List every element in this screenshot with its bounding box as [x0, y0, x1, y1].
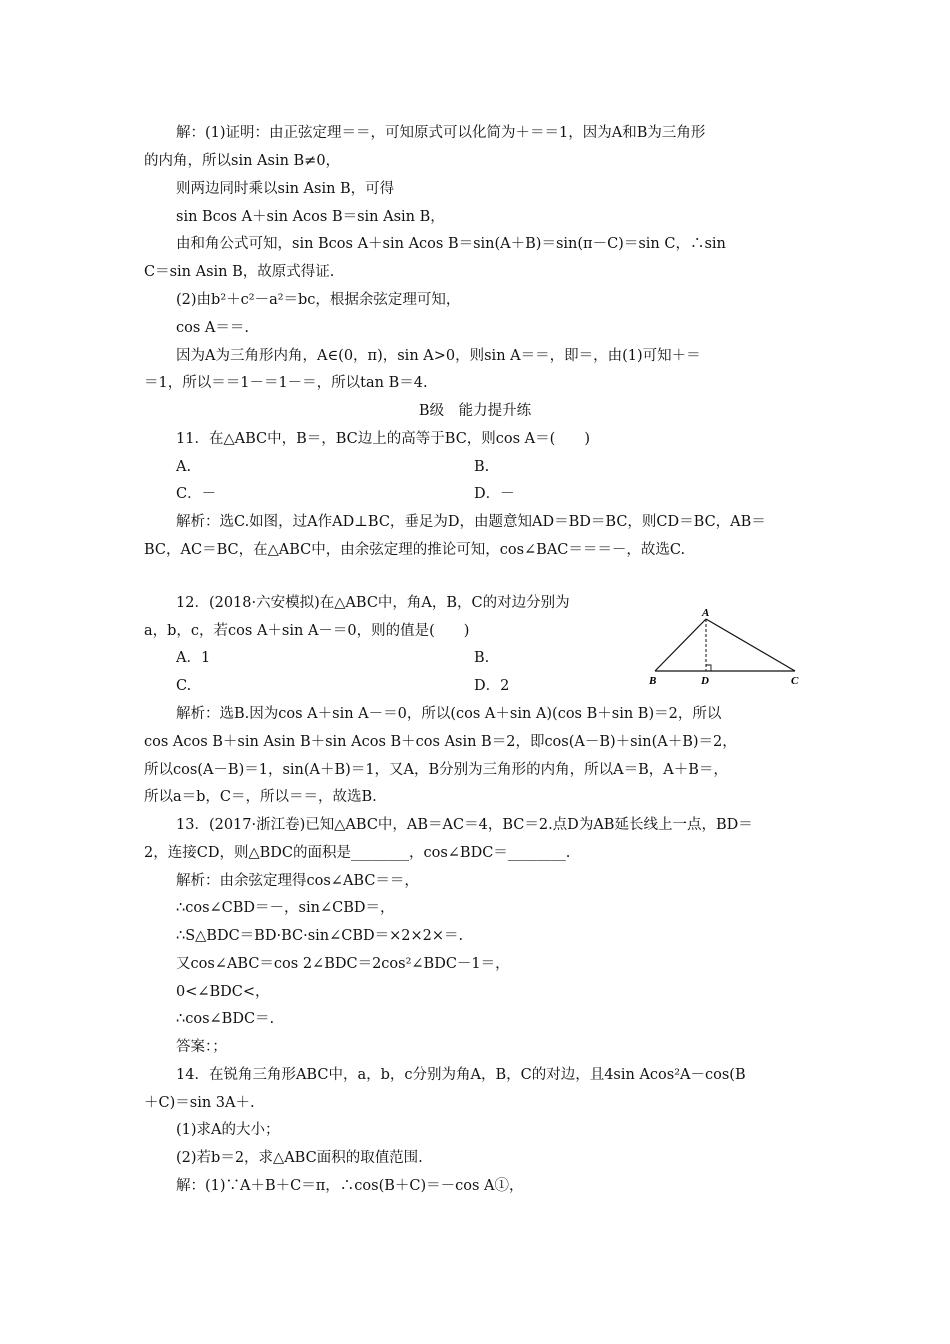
text-line: a，b，c，若cos A＋sin A－＝0，则的值是( ) [144, 623, 470, 639]
side-ac [706, 619, 795, 671]
section-heading: B级 能力提升练 [418, 403, 532, 419]
text-line: 2，连接CD，则△BDC的面积是________，cos∠BDC＝________. [144, 845, 571, 861]
text-line: 解析：由余弦定理得cos∠ABC＝＝， [176, 873, 419, 889]
text-line: cos Acos B＋sin Asin B＋sin Acos B＋cos Asin B＝2，即cos(A－B)＋sin(A＋B)＝2， [144, 734, 737, 750]
text-line: ＝1，所以＝＝1－＝1－＝，所以tan B＝4. [144, 375, 428, 391]
vertex-label-d: D [701, 675, 709, 687]
text-line: 所以cos(A－B)＝1，sin(A＋B)＝1，又A，B分别为三角形的内角，所以A＝B，A＋B＝， [144, 762, 728, 778]
option-d: D．2 [474, 678, 510, 694]
triangle-figure [645, 604, 805, 690]
text-line: 0<∠BDC<， [176, 984, 270, 1000]
option-d: D．－ [474, 486, 515, 502]
text-line: 由和角公式可知，sin Bcos A＋sin Acos B＝sin(A＋B)＝sin(π－C)＝sin C，∴sin [176, 236, 726, 252]
question-13: 13．(2017·浙江卷)已知△ABC中，AB＝AC＝4，BC＝2.点D为AB延长线上一点，BD＝ [176, 817, 753, 833]
option-a: A．1 [176, 650, 211, 666]
question-11: 11．在△ABC中，B＝，BC边上的高等于BC，则cos A＝( ) [176, 431, 590, 447]
text-line: BC，AC＝BC，在△ABC中，由余弦定理的推论可知，cos∠BAC＝＝＝－，故选C. [144, 542, 686, 558]
text-line: ∴S△BDC＝BD·BC·sin∠CBD＝×2×2×＝. [176, 928, 464, 944]
text-line: ∴cos∠CBD＝－，sin∠CBD＝， [176, 900, 395, 916]
text-line: 因为A为三角形内角，A∈(0，π)，sin A>0，则sin A＝＝，即＝，由(1)可知＋＝ [176, 348, 701, 364]
text-line: 所以a＝b，C＝，所以＝＝，故选B. [144, 789, 377, 805]
option-a: A. [176, 459, 192, 475]
vertex-label-c: C [791, 675, 799, 687]
question-12: 12．(2018·六安模拟)在△ABC中，角A，B，C的对边分别为 [176, 595, 570, 611]
option-c: C．－ [176, 486, 217, 502]
text-line: (2)由b²＋c²－a²＝bc，根据余弦定理可知， [176, 292, 461, 308]
text-line: cos A＝＝. [176, 320, 249, 336]
text-line: 解析：选C.如图，过A作AD⊥BC，垂足为D，由题意知AD＝BD＝BC，则CD＝BC，AB＝ [176, 514, 766, 530]
vertex-label-b: B [649, 675, 657, 687]
text-line: ∴cos∠BDC＝. [176, 1011, 275, 1027]
option-b: B. [474, 459, 490, 475]
text-line: sin Bcos A＋sin Acos B＝sin Asin B， [176, 209, 445, 225]
text-line: 解析：选B.因为cos A＋sin A－＝0，所以(cos A＋sin A)(cos B＋sin B)＝2，所以 [176, 706, 722, 722]
right-angle-mark [706, 665, 711, 671]
vertex-label-a: A [702, 607, 710, 619]
text-line: 解：(1)证明：由正弦定理＝＝，可知原式可以化简为＋＝＝1，因为A和B为三角形 [176, 125, 706, 141]
text-line: (1)求A的大小； [176, 1122, 280, 1138]
text-line: 则两边同时乘以sin Asin B，可得 [176, 181, 395, 197]
text-line: 又cos∠ABC＝cos 2∠BDC＝2cos²∠BDC－1＝， [176, 956, 510, 972]
text-line: ＋C)＝sin 3A＋. [144, 1095, 255, 1111]
text-line: 解：(1)∵A＋B＋C＝π，∴cos(B＋C)＝－cos A①， [176, 1178, 524, 1194]
text-line: 的内角，所以sin Asin B≠0， [144, 153, 341, 169]
question-14: 14．在锐角三角形ABC中，a，b，c分别为角A，B，C的对边，且4sin Acos²A－cos(B [176, 1067, 746, 1083]
answer-line: 答案：； [176, 1039, 227, 1055]
text-line: C＝sin Asin B，故原式得证. [144, 264, 335, 280]
text-line: (2)若b＝2，求△ABC面积的取值范围. [176, 1150, 423, 1166]
side-ab [655, 619, 706, 671]
option-c: C. [176, 678, 192, 694]
option-b: B. [474, 650, 490, 666]
